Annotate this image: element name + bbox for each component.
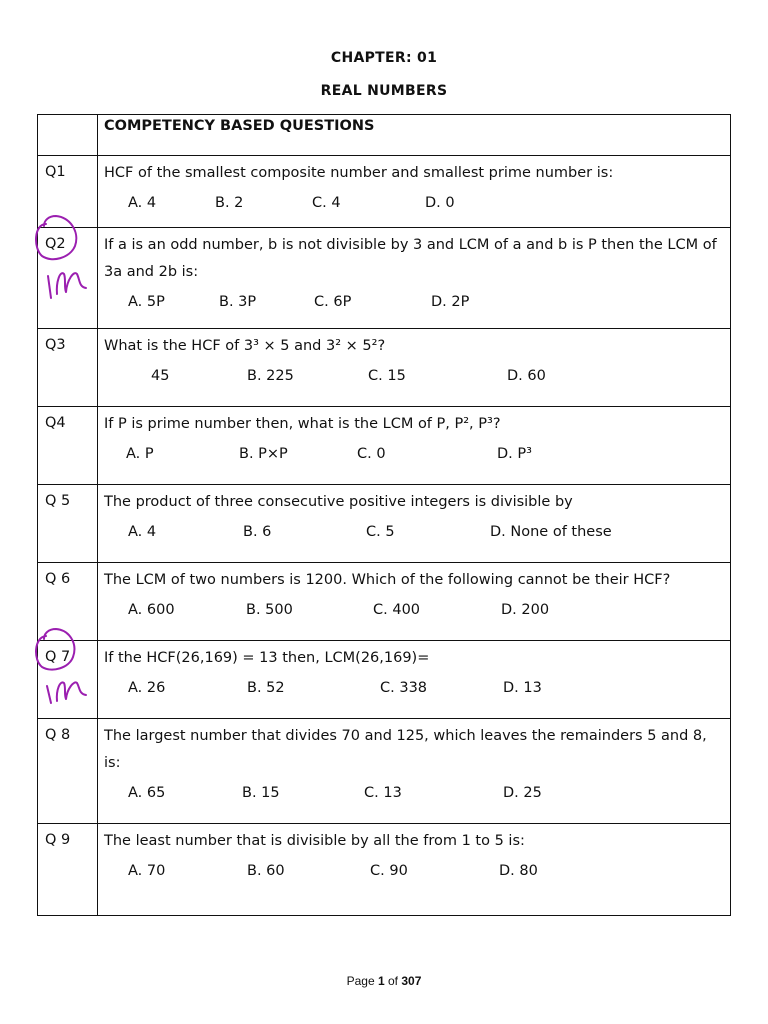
question-text: The LCM of two numbers is 1200. Which of the following cannot be their HCF? bbox=[104, 572, 671, 588]
question-number: Q3 bbox=[38, 329, 98, 407]
option-a: A. P bbox=[126, 446, 154, 462]
question-body bbox=[98, 407, 731, 485]
question-row bbox=[38, 824, 731, 916]
option-b: B. 2 bbox=[215, 195, 244, 211]
header-num-cell bbox=[38, 115, 98, 156]
option-list bbox=[104, 195, 724, 219]
option-b: B. P×P bbox=[239, 446, 288, 462]
option-list bbox=[104, 446, 724, 470]
option-d: D. 80 bbox=[499, 863, 538, 879]
option-c: C. 5 bbox=[366, 524, 395, 540]
table-header-label: COMPETENCY BASED QUESTIONS bbox=[104, 118, 375, 134]
page-number: 1 bbox=[377, 974, 385, 988]
question-row bbox=[38, 329, 731, 407]
question-text: The product of three consecutive positive integers is divisible by bbox=[104, 494, 573, 510]
question-number: Q 8 bbox=[38, 719, 98, 824]
question-number: Q4 bbox=[38, 407, 98, 485]
option-list bbox=[104, 368, 724, 392]
option-c: C. 338 bbox=[380, 680, 428, 696]
option-b: B. 60 bbox=[247, 863, 285, 879]
option-b: B. 225 bbox=[247, 368, 294, 384]
option-list bbox=[104, 863, 724, 887]
chapter-heading: CHAPTER: 01 bbox=[330, 50, 438, 66]
page-footer bbox=[0, 974, 768, 988]
question-body bbox=[98, 641, 731, 719]
option-a: 45 bbox=[151, 368, 170, 384]
question-table bbox=[37, 114, 731, 916]
option-list bbox=[104, 294, 724, 318]
question-body bbox=[98, 563, 731, 641]
question-body bbox=[98, 228, 731, 329]
option-c: C. 400 bbox=[373, 602, 421, 618]
option-d: D. 25 bbox=[503, 785, 542, 801]
question-row bbox=[38, 156, 731, 228]
option-d: D. 60 bbox=[507, 368, 546, 384]
question-row bbox=[38, 228, 731, 329]
option-a: A. 70 bbox=[128, 863, 166, 879]
question-text: If a is an odd number, b is not divisible by 3 and LCM of a and b is P then the LCM of 3a and 2b is: bbox=[104, 237, 717, 280]
option-list bbox=[104, 680, 724, 704]
page-total: 307 bbox=[401, 974, 422, 988]
question-body bbox=[98, 329, 731, 407]
question-number: Q 9 bbox=[38, 824, 98, 916]
table-header-row bbox=[38, 115, 731, 156]
option-b: B. 6 bbox=[243, 524, 272, 540]
option-b: B. 3P bbox=[219, 294, 257, 310]
option-a: A. 65 bbox=[128, 785, 166, 801]
option-d: D. P³ bbox=[497, 446, 532, 462]
question-number: Q 5 bbox=[38, 485, 98, 563]
question-body bbox=[98, 719, 731, 824]
option-c: C. 6P bbox=[314, 294, 352, 310]
question-number: Q 6 bbox=[38, 563, 98, 641]
question-body bbox=[98, 156, 731, 228]
question-number: Q1 bbox=[38, 156, 98, 228]
question-body bbox=[98, 824, 731, 916]
option-a: A. 4 bbox=[128, 195, 157, 211]
footer-of: of bbox=[384, 974, 402, 988]
question-body bbox=[98, 485, 731, 563]
option-c: C. 0 bbox=[357, 446, 386, 462]
option-d: D. 13 bbox=[503, 680, 542, 696]
question-text: The largest number that divides 70 and 125, which leaves the remainders 5 and 8, is: bbox=[104, 728, 707, 771]
question-text: What is the HCF of 3³ × 5 and 3² × 5²? bbox=[104, 338, 386, 354]
footer-prefix: Page bbox=[346, 974, 378, 988]
question-text: HCF of the smallest composite number and smallest prime number is: bbox=[104, 165, 614, 181]
option-list bbox=[104, 785, 724, 809]
option-b: B. 15 bbox=[242, 785, 280, 801]
question-row bbox=[38, 719, 731, 824]
question-row bbox=[38, 641, 731, 719]
question-number: Q2 bbox=[38, 228, 98, 329]
question-number: Q 7 bbox=[38, 641, 98, 719]
question-text: The least number that is divisible by all the from 1 to 5 is: bbox=[104, 833, 525, 849]
option-a: A. 4 bbox=[128, 524, 157, 540]
header-cell bbox=[98, 115, 731, 156]
option-d: D. None of these bbox=[490, 524, 612, 540]
option-d: D. 0 bbox=[425, 195, 455, 211]
question-text: If P is prime number then, what is the LCM of P, P², P³? bbox=[104, 416, 501, 432]
question-row bbox=[38, 563, 731, 641]
option-c: C. 15 bbox=[368, 368, 406, 384]
option-a: A. 26 bbox=[128, 680, 166, 696]
option-c: C. 4 bbox=[312, 195, 341, 211]
option-a: A. 5P bbox=[128, 294, 165, 310]
question-row bbox=[38, 485, 731, 563]
option-b: B. 500 bbox=[246, 602, 293, 618]
option-d: D. 200 bbox=[501, 602, 550, 618]
chapter-title: REAL NUMBERS bbox=[320, 83, 448, 99]
option-b: B. 52 bbox=[247, 680, 285, 696]
question-text: If the HCF(26,169) = 13 then, LCM(26,169)= bbox=[104, 650, 430, 666]
option-c: C. 13 bbox=[364, 785, 402, 801]
option-a: A. 600 bbox=[128, 602, 175, 618]
option-d: D. 2P bbox=[431, 294, 470, 310]
option-list bbox=[104, 602, 724, 626]
question-row bbox=[38, 407, 731, 485]
option-c: C. 90 bbox=[370, 863, 408, 879]
option-list bbox=[104, 524, 724, 548]
